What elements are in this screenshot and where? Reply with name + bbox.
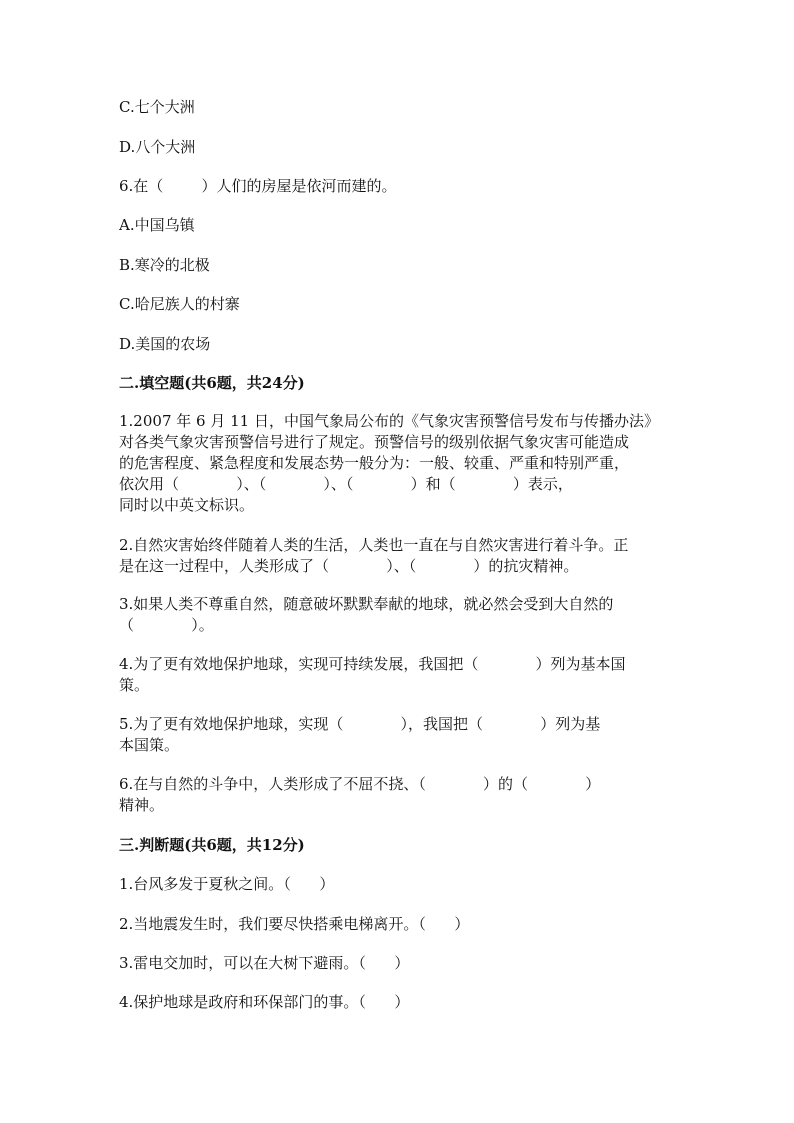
fill-q4-line-2: 策。 <box>119 676 150 694</box>
fill-q5-line-1: 5.为了更有效地保护地球，实现（ ），我国把（ ）列为基 <box>119 715 601 733</box>
fill-q5-line-2: 本国策。 <box>119 736 180 754</box>
fill-question-5 <box>119 714 679 756</box>
fill-question-6 <box>119 774 679 816</box>
fill-q1-line-1: 1.2007 年 6 月 11 日，中国气象局公布的《气象灾害预警信号发布与传播办法》 <box>119 412 659 430</box>
fill-q3-line-2: （ ）。 <box>119 616 214 634</box>
judge-question-3: 3.雷电交加时，可以在大树下避雨。（ ） <box>119 954 410 972</box>
fill-q1-line-5: 同时以中英文标识。 <box>119 496 255 514</box>
question-6-option-b: B.寒冷的北极 <box>119 256 210 274</box>
judge-question-2: 2.当地震发生时，我们要尽快搭乘电梯离开。（ ） <box>119 915 470 933</box>
judge-question-1: 1.台风多发于夏秋之间。（ ） <box>119 875 335 893</box>
fill-q1-line-3: 的危害程度、紧急程度和发展态势一般分为：一般、较重、严重和特别严重， <box>119 454 630 472</box>
fill-q6-line-2: 精神。 <box>119 796 165 814</box>
fill-question-1 <box>119 411 679 516</box>
question-6-option-a: A.中国乌镇 <box>119 216 195 234</box>
fill-q1-line-2: 对各类气象灾害预警信号进行了规定。预警信号的级别依据气象灾害可能造成 <box>119 433 630 451</box>
question-6-option-c: C.哈尼族人的村寨 <box>119 295 240 313</box>
section-true-false-heading: 三.判断题(共6题，共12分) <box>119 836 305 854</box>
fill-q4-line-1: 4.为了更有效地保护地球，实现可持续发展，我国把（ ）列为基本国 <box>119 655 626 673</box>
question-6-option-d: D.美国的农场 <box>119 335 211 353</box>
fill-question-3 <box>119 594 679 636</box>
fill-question-4 <box>119 654 679 696</box>
fill-question-2 <box>119 535 679 577</box>
fill-q2-line-1: 2.自然灾害始终伴随着人类的生活，人类也一直在与自然灾害进行着斗争。正 <box>119 536 629 554</box>
fill-q6-line-1: 6.在与自然的斗争中，人类形成了不屈不挠、（ ）的（ ） <box>119 775 601 793</box>
question-6-stem: 6.在（ ）人们的房屋是依河而建的。 <box>119 177 397 195</box>
section-fill-in-heading: 二.填空题(共6题，共24分) <box>119 374 305 392</box>
fill-q3-line-1: 3.如果人类不尊重自然，随意破坏默默奉献的地球，就必然会受到大自然的 <box>119 595 614 613</box>
option-d-continents: D.八个大洲 <box>119 138 196 156</box>
judge-question-4: 4.保护地球是政府和环保部门的事。（ ） <box>119 993 410 1011</box>
fill-q2-line-2: 是在这一过程中，人类形成了（ ）、（ ）的抗灾精神。 <box>119 557 579 575</box>
option-c-continents: C.七个大洲 <box>119 98 195 116</box>
fill-q1-line-4: 依次用（ ）、（ ）、（ ）和（ ）表示， <box>119 475 573 493</box>
